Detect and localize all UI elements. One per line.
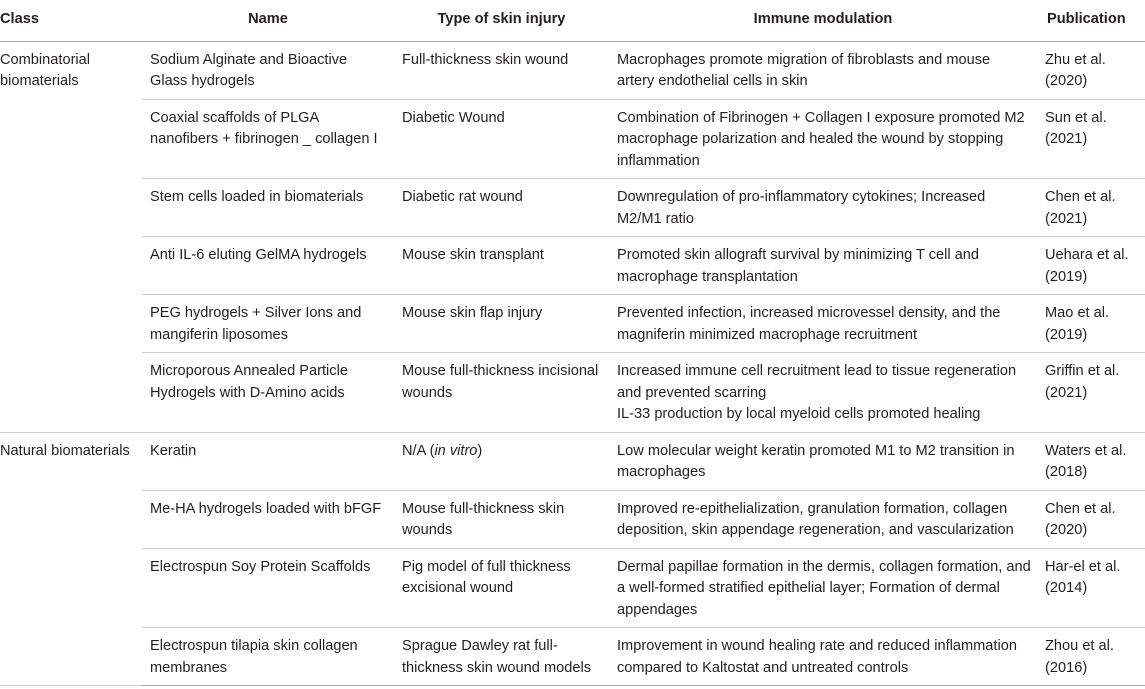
table-row [0, 432, 1145, 490]
table-row [0, 41, 1145, 99]
immune-cell: Improved re-epithelialization, granulation formation, collagen deposition, skin appendage regeneration, and vascularization [609, 490, 1037, 548]
injury-cell: Mouse skin transplant [394, 237, 609, 295]
class-empty [0, 548, 142, 628]
table-row [0, 548, 1145, 628]
immune-cell: Downregulation of pro-inflammatory cytokines; Increased M2/M1 ratio [609, 179, 1037, 237]
class-empty [0, 628, 142, 686]
class-empty [0, 179, 142, 237]
publication-cell: Chen et al. (2020) [1037, 490, 1145, 548]
publication-cell: Waters et al. (2018) [1037, 432, 1145, 490]
table-row [0, 628, 1145, 686]
publication-cell: Zhou et al. (2016) [1037, 628, 1145, 686]
immune-cell: Macrophages promote migration of fibroblasts and mouse artery endothelial cells in skin [609, 41, 1037, 99]
name-cell: PEG hydrogels + Silver Ions and mangiferin liposomes [142, 295, 394, 353]
table-row [0, 353, 1145, 433]
publication-cell: Griffin et al. (2021) [1037, 353, 1145, 433]
immune-cell: Improvement in wound healing rate and reduced inflammation compared to Kaltostat and untreated controls [609, 628, 1037, 686]
immune-line-2: IL-33 production by local myeloid cells promoted healing [617, 406, 981, 422]
table-row [0, 99, 1145, 179]
name-cell: Electrospun Soy Protein Scaffolds [142, 548, 394, 628]
injury-cell: Mouse full-thickness skin wounds [394, 490, 609, 548]
class-empty [0, 295, 142, 353]
immune-line-1: Increased immune cell recruitment lead to tissue regeneration and prevented scarring [617, 363, 1017, 401]
name-cell: Coaxial scaffolds of PLGA nanofibers + fibrinogen _ collagen I [142, 99, 394, 179]
table-row [0, 237, 1145, 295]
name-cell: Anti IL-6 eluting GelMA hydrogels [142, 237, 394, 295]
publication-cell: Chen et al. (2021) [1037, 179, 1145, 237]
name-cell: Sodium Alginate and Bioactive Glass hydrogels [142, 41, 394, 99]
injury-suffix: ) [477, 442, 483, 459]
injury-cell: Mouse full-thickness incisional wounds [394, 353, 609, 433]
header-name: Name [142, 0, 394, 41]
table-row [0, 179, 1145, 237]
name-cell: Keratin [142, 432, 394, 490]
immune-cell: Prevented infection, increased microvessel density, and the magniferin minimized macrophage recruitment [609, 295, 1037, 353]
table-header-row [0, 0, 1145, 41]
injury-cell [394, 432, 609, 490]
header-class: Class [0, 0, 142, 41]
injury-cell: Pig model of full thickness excisional wound [394, 548, 609, 628]
immune-cell: Dermal papillae formation in the dermis, collagen formation, and a well-formed stratified epithelial layer; Formation of dermal appendages [609, 548, 1037, 628]
publication-cell: Sun et al. (2021) [1037, 99, 1145, 179]
publication-cell: Uehara et al. (2019) [1037, 237, 1145, 295]
class-empty [0, 237, 142, 295]
immune-cell: Combination of Fibrinogen + Collagen I exposure promoted M2 macrophage polarization and healed the wound by stopping inflammation [609, 99, 1037, 179]
name-cell: Stem cells loaded in biomaterials [142, 179, 394, 237]
class-label: Combinatorial biomaterials [0, 51, 91, 89]
class-empty [0, 353, 142, 433]
injury-cell: Mouse skin flap injury [394, 295, 609, 353]
publication-cell: Mao et al. (2019) [1037, 295, 1145, 353]
injury-prefix: N/A ( [402, 442, 435, 459]
name-cell: Me-HA hydrogels loaded with bFGF [142, 490, 394, 548]
publication-cell: Zhu et al. (2020) [1037, 41, 1145, 99]
class-label: Natural biomaterials [0, 442, 130, 459]
table-row [0, 295, 1145, 353]
class-empty [0, 490, 142, 548]
injury-cell: Diabetic rat wound [394, 179, 609, 237]
publication-cell: Har-el et al. (2014) [1037, 548, 1145, 628]
name-cell: Electrospun tilapia skin collagen membranes [142, 628, 394, 686]
injury-italic: in vitro [434, 442, 478, 459]
name-cell: Microporous Annealed Particle Hydrogels with D-Amino acids [142, 353, 394, 433]
injury-cell: Sprague Dawley rat full-thickness skin wound models [394, 628, 609, 686]
header-immune: Immune modulation [609, 0, 1037, 41]
immune-cell: Promoted skin allograft survival by minimizing T cell and macrophage transplantation [609, 237, 1037, 295]
immune-cell: Low molecular weight keratin promoted M1 to M2 transition in macrophages [609, 432, 1037, 490]
immune-cell [609, 353, 1037, 433]
injury-cell: Diabetic Wound [394, 99, 609, 179]
table-row [0, 490, 1145, 548]
header-publication: Publication [1037, 0, 1145, 41]
class-empty [0, 99, 142, 179]
header-injury: Type of skin injury [394, 0, 609, 41]
injury-cell: Full-thickness skin wound [394, 41, 609, 99]
